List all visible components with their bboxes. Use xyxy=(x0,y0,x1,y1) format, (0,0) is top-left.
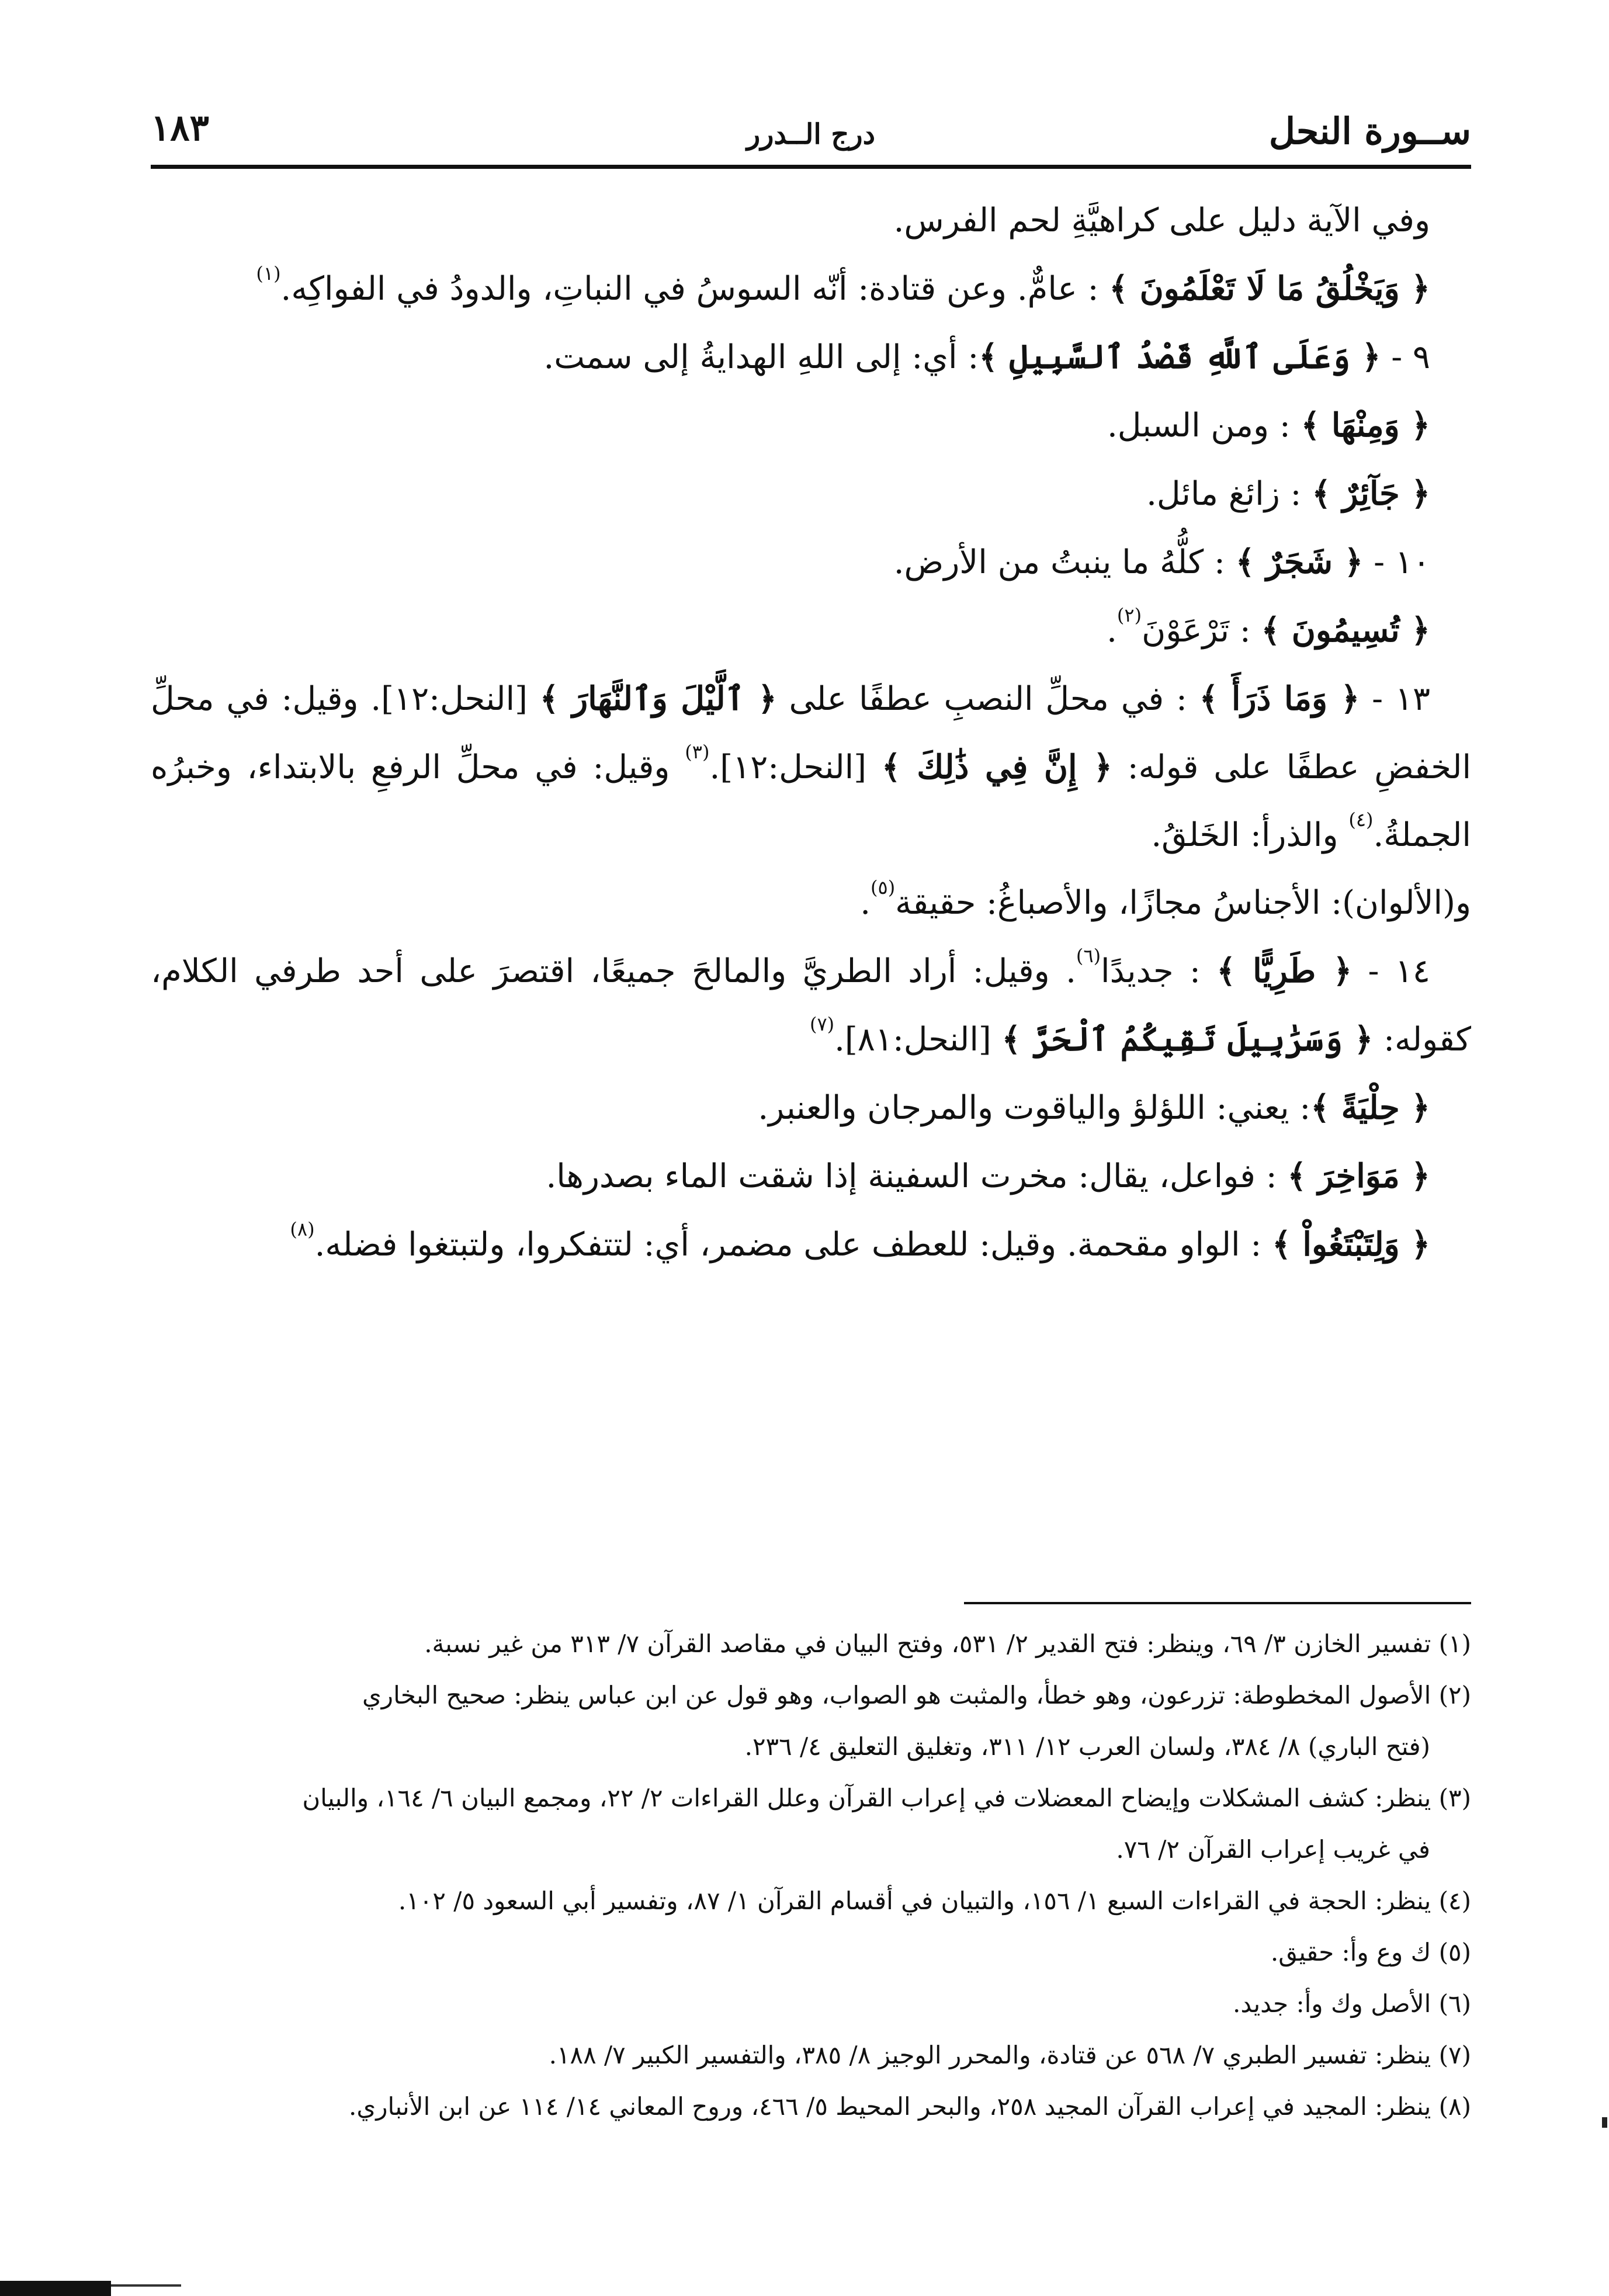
quran-quote: ﴿ وَلِتَبْتَغُواْ ﴾ xyxy=(1272,1225,1430,1264)
footnote-separator xyxy=(964,1602,1471,1604)
quran-quote: ﴿ جَآئِرٌ ﴾ xyxy=(1312,474,1430,513)
paragraph-9: و(الألوان): الأجناسُ مجازًا، والأصباغُ: حقيقة$^{(٥)}$. xyxy=(860,876,1471,922)
quran-quote: ﴿ وَسَرَٰبِيلَ تَقِيكُمُ ٱلْحَرَّ ﴾ xyxy=(1001,1020,1374,1059)
footnote-ref[interactable]: (٥) xyxy=(871,876,896,899)
footnote-ref[interactable]: (٢) xyxy=(1116,604,1142,626)
verse-number: ١٣ - xyxy=(1360,680,1431,718)
quran-quote: ﴿ حِلْيَةً ﴾ xyxy=(1310,1088,1430,1127)
quran-quote: ﴿ وَمَا ذَرَأَ ﴾ xyxy=(1199,679,1360,718)
paragraph-6: ١٠ - ﴿ شَجَرٌ ﴾ : كلُّهُ ما ينبتُ من الأرض. xyxy=(893,543,1430,581)
paragraph-8: ١٣ - ﴿ وَمَا ذَرَأَ ﴾ : في محلِّ النصبِ عطفًا على ﴿ ٱلَّيْلَ وَٱلنَّهَارَ ﴾ [النحل:١٢]. وقيل: في محلِّ الخفضِ عطفًا على قوله: ﴿ إِنَّ فِي ذَٰلِكَ ﴾ [النحل:١٢].$^{(٣)}$ وقيل: في محلِّ الرفعِ بالابتداء، وخبرُه الجملةُ.$^{(٤)}$ والذرأ: الخَلقُ. xyxy=(151,679,1471,854)
page-number: ١٨٣ xyxy=(151,106,209,149)
footnote-number: (٤) xyxy=(1438,1886,1471,1915)
footnote-item: (٤) ينظر: الحجة في القراءات السبع ١/ ١٥٦، والتبيان في أقسام القرآن ١/ ٨٧، وتفسير أبي السعود ٥/ ١٠٢. xyxy=(398,1886,1471,1915)
footnote-number: (٨) xyxy=(1438,2092,1471,2121)
paragraph-13: ﴿ وَلِتَبْتَغُواْ ﴾ : الواو مقحمة. وقيل: للعطف على مضمر، أي: لتتفكروا، ولتبتغوا فضله.$^{(٨)}$ xyxy=(290,1218,1430,1264)
footnote-continuation: في غريب إعراب القرآن ٢/ ٧٦. xyxy=(1116,1835,1430,1864)
footnote-number: (٣) xyxy=(1438,1784,1471,1812)
header-book-title: درج الــدرر xyxy=(747,118,875,151)
footnote-ref[interactable]: (٧) xyxy=(809,1013,835,1035)
scan-margin-mark xyxy=(1602,2117,1607,2128)
paragraph-3: ٩ - ﴿ وَعَلَى ٱللَّهِ قَصْدُ ٱلسَّبِيلِ ﴾: أي: إلى اللهِ الهدايةُ إلى سمت. xyxy=(543,338,1430,376)
paragraph-5: ﴿ جَآئِرٌ ﴾ : زائغ مائل. xyxy=(1146,474,1430,513)
quran-quote: ﴿ ٱلَّيْلَ وَٱلنَّهَارَ ﴾ xyxy=(539,679,777,718)
verse-number: ١٠ - xyxy=(1363,543,1430,581)
footnote-number: (٢) xyxy=(1438,1681,1471,1709)
footnote-number: (٥) xyxy=(1438,1938,1471,1966)
footnote-number: (١) xyxy=(1438,1629,1471,1658)
footnote-number: (٧) xyxy=(1438,2041,1471,2069)
quran-quote: ﴿ تُسِيمُونَ ﴾ xyxy=(1261,611,1430,650)
footnote-item: (١) تفسير الخازن ٣/ ٦٩، وينظر: فتح القدير ٢/ ٥٣١، وفتح البيان في مقاصد القرآن ٧/ ٣١٣ من غير نسبة. xyxy=(424,1629,1471,1658)
footnote-item: (٦) الأصل وك وأ: جديد. xyxy=(1233,1989,1471,2018)
footnote-item: (٨) ينظر: المجيد في إعراب القرآن المجيد ٢٥٨، والبحر المحيط ٥/ ٤٦٦، وروح المعاني ١٤/ ١١٤ عن ابن الأنباري. xyxy=(349,2092,1471,2121)
quran-quote: ﴿ وَيَخْلُقُ مَا لَا تَعْلَمُونَ ﴾ xyxy=(1109,269,1430,308)
main-text xyxy=(151,187,1471,1279)
footnote-item: (٧) ينظر: تفسير الطبري ٧/ ٥٦٨ عن قتادة، والمحرر الوجيز ٨/ ٣٨٥، والتفسير الكبير ٧/ ١٨٨. xyxy=(549,2041,1471,2069)
quran-quote: ﴿ شَجَرٌ ﴾ xyxy=(1235,543,1364,581)
paragraph-4: ﴿ وَمِنْهَا ﴾ : ومن السبل. xyxy=(1107,406,1430,445)
verse-number: ١٤ - xyxy=(1352,952,1430,990)
footnote-ref[interactable]: (٦) xyxy=(1076,945,1101,967)
paragraph-10: ١٤ - ﴿ طَرِيًّا ﴾ : جديدًا$^{(٦)}$. وقيل: أراد الطريَّ والمالحَ جميعًا، اقتصرَ على أحد طرفي الكلام، كقوله: ﴿ وَسَرَٰبِيلَ تَقِيكُمُ ٱلْحَرَّ ﴾ [النحل:٨١].$^{(٧)}$ xyxy=(151,945,1471,1059)
footnote-ref[interactable]: (٣) xyxy=(685,741,710,763)
footnote-item: (٣) ينظر: كشف المشكلات وإيضاح المعضلات في إعراب القرآن وعلل القراءات ٢/ ٢٢، ومجمع البيان ٦/ ١٦٤، والبيان xyxy=(302,1784,1471,1812)
footnote-number: (٦) xyxy=(1438,1989,1471,2018)
quran-quote: ﴿ مَوَاخِرَ ﴾ xyxy=(1287,1157,1430,1195)
quran-quote: ﴿ وَمِنْهَا ﴾ xyxy=(1301,406,1430,445)
scan-edge-mark xyxy=(0,2281,111,2296)
quran-quote: ﴿ طَرِيًّا ﴾ xyxy=(1216,952,1353,990)
header-surah-title: ســورة النحل xyxy=(1268,110,1471,152)
paragraph-12: ﴿ مَوَاخِرَ ﴾ : فواعل، يقال: مخرت السفينة إذا شقت الماء بصدرها. xyxy=(546,1157,1430,1195)
footnote-item: (٢) الأصول المخطوطة: تزرعون، وهو خطأ، والمثبت هو الصواب، وهو قول عن ابن عباس ينظر: صحيح البخاري xyxy=(362,1681,1471,1709)
footnote-ref[interactable]: (٤) xyxy=(1348,809,1374,831)
quran-quote: ﴿ إِنَّ فِي ذَٰلِكَ ﴾ xyxy=(881,748,1112,786)
footnote-ref[interactable]: (١) xyxy=(256,262,281,285)
header-divider xyxy=(151,165,1471,169)
scan-edge-line xyxy=(111,2284,181,2287)
page-header xyxy=(151,98,1471,162)
footnote-ref[interactable]: (٨) xyxy=(290,1218,315,1240)
paragraph-2: ﴿ وَيَخْلُقُ مَا لَا تَعْلَمُونَ ﴾ : عامٌّ. وعن قتادة: أنّه السوسُ في النباتِ، والدودُ في الفواكِه.$^{(١)}$ xyxy=(256,262,1430,308)
footnote-item: (٥) ك وع وأ: حقيق. xyxy=(1270,1938,1471,1966)
footnote-continuation: (فتح الباري) ٨/ ٣٨٤، ولسان العرب ١٢/ ٣١١، وتغليق التعليق ٤/ ٢٣٦. xyxy=(744,1732,1430,1761)
footnotes xyxy=(151,1618,1471,2132)
verse-number: ٩ - xyxy=(1381,338,1430,376)
paragraph-1: وفي الآية دليل على كراهيَّةِ لحم الفرس. xyxy=(893,202,1430,240)
quran-quote: ﴿ وَعَلَى ٱللَّهِ قَصْدُ ٱلسَّبِيلِ ﴾ xyxy=(979,338,1381,376)
paragraph-7: ﴿ تُسِيمُونَ ﴾ : تَرْعَوْنَ$^{(٢)}$. xyxy=(1107,604,1430,650)
paragraph-11: ﴿ حِلْيَةً ﴾: يعني: اللؤلؤ والياقوت والمرجان والعنبر. xyxy=(758,1088,1430,1127)
